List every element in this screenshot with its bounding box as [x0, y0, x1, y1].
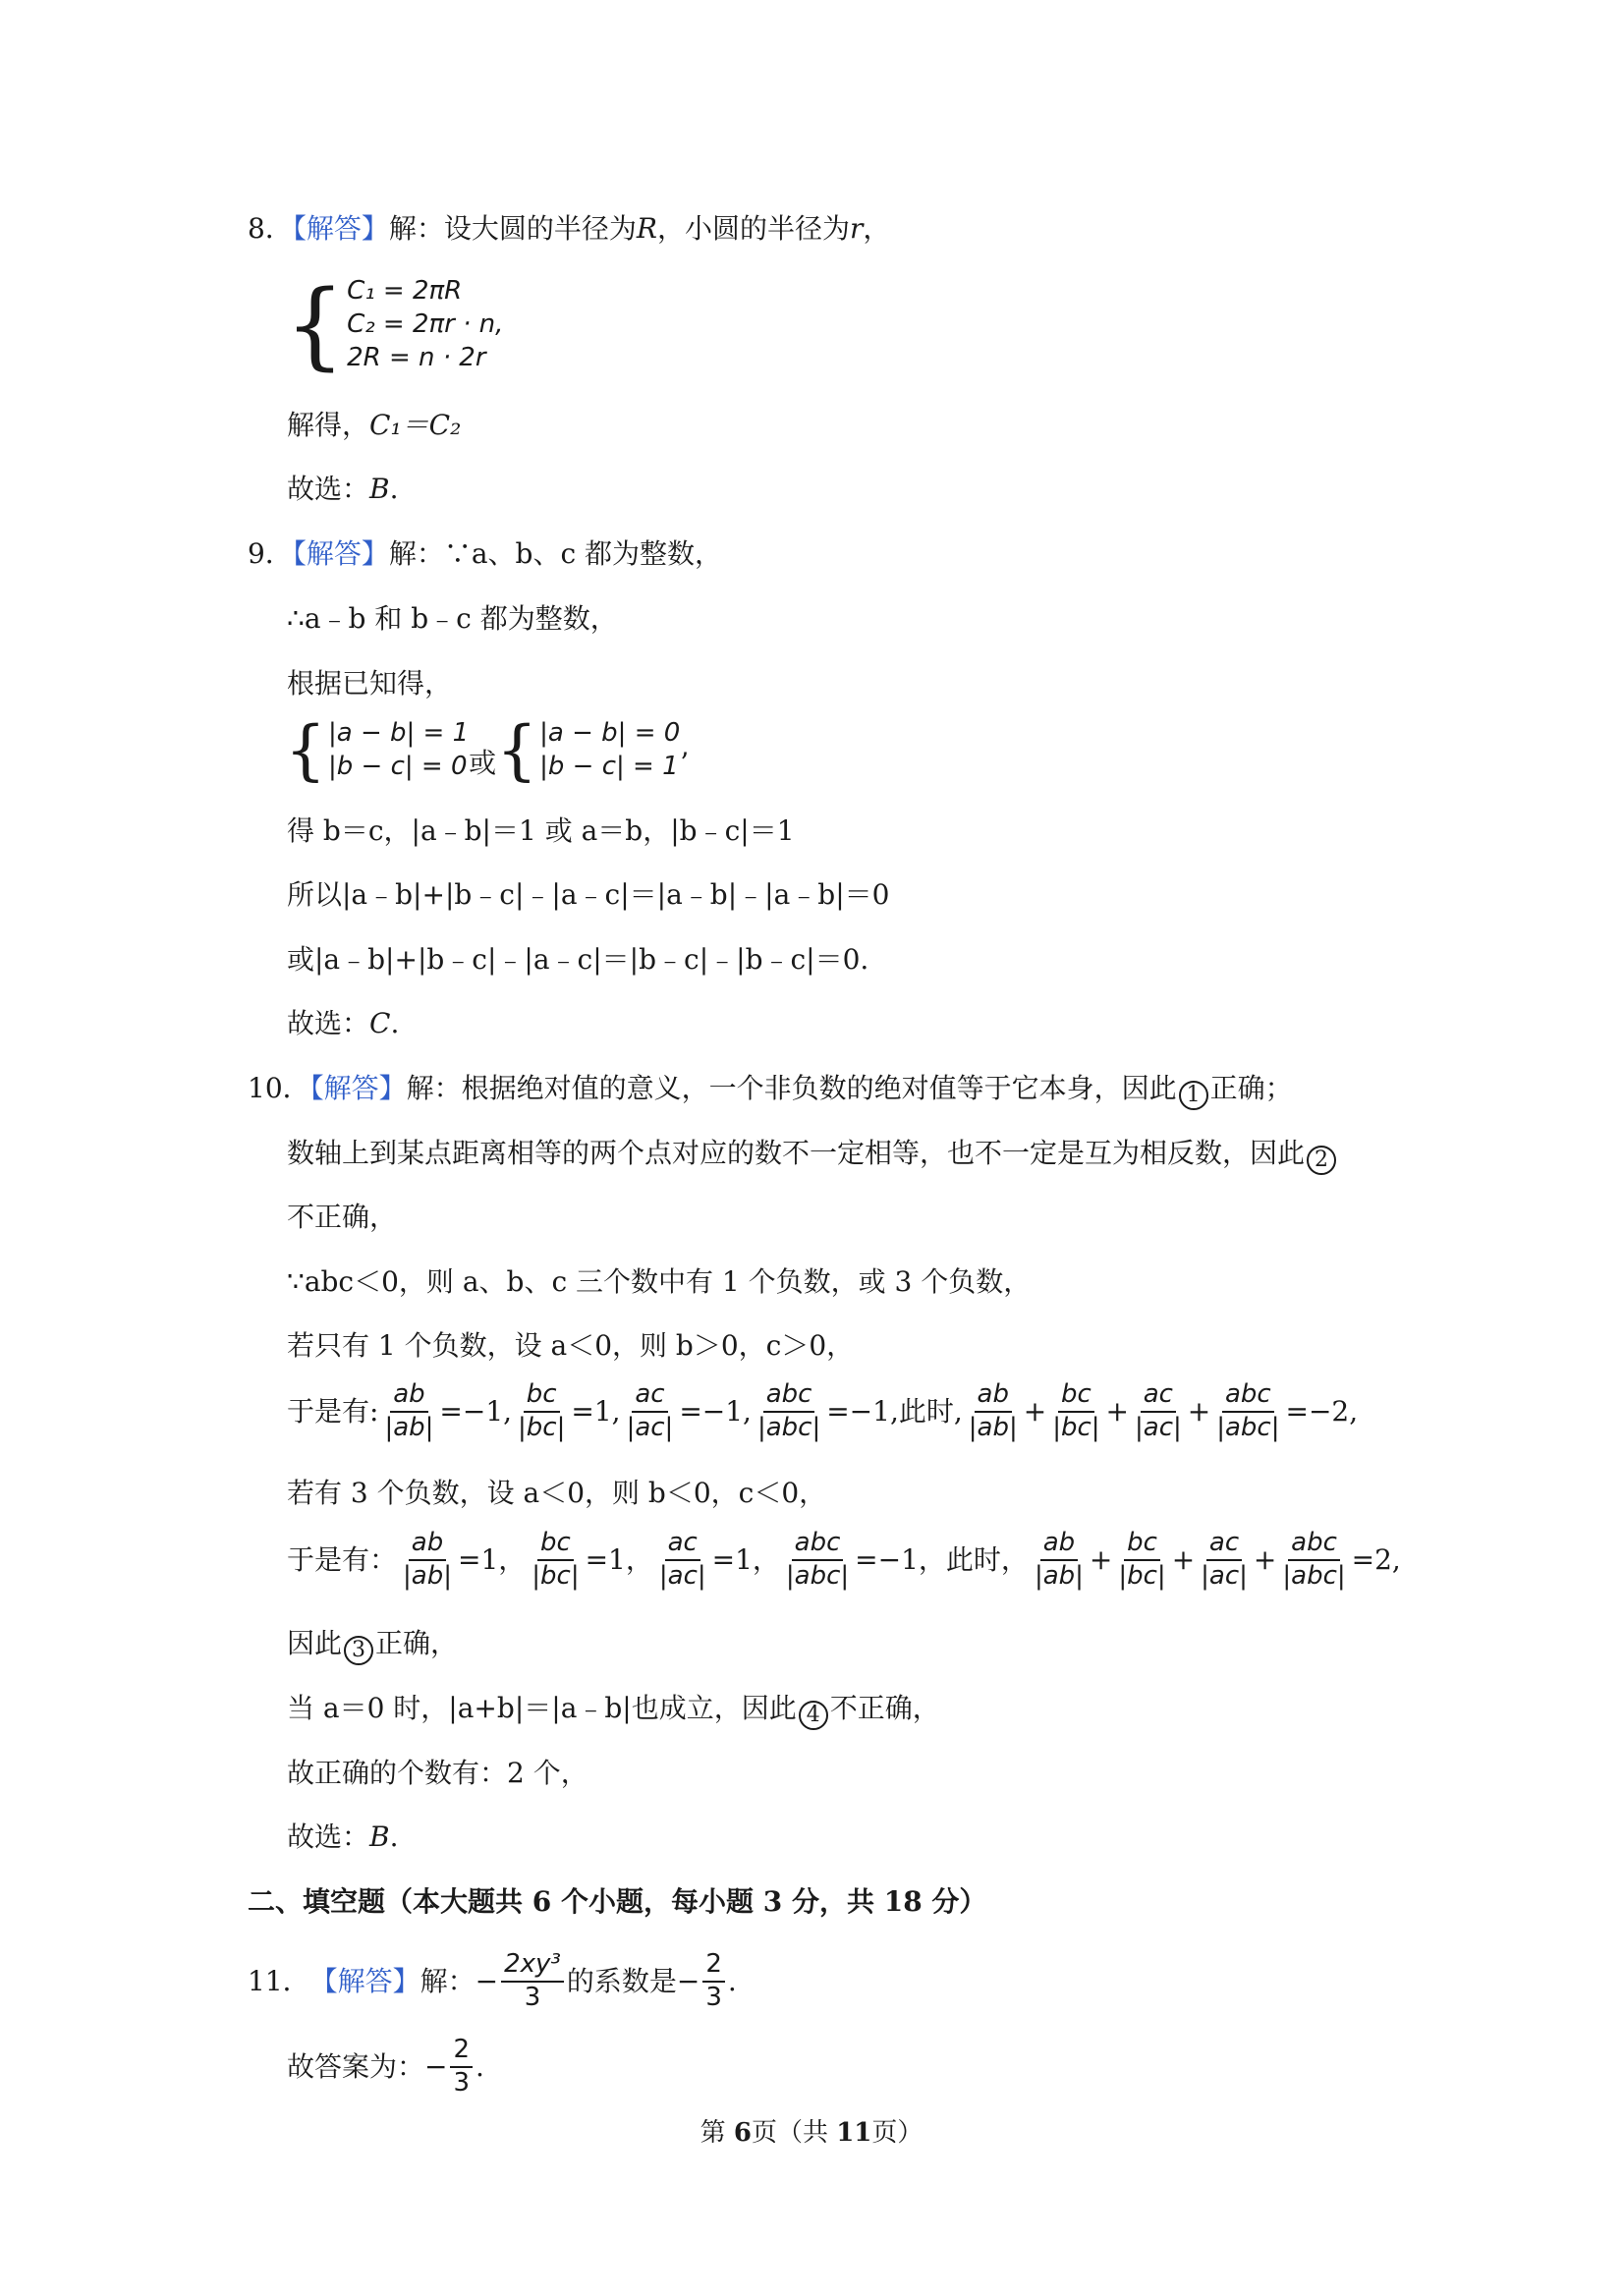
fraction: $\frac{2}{3}$ [450, 2036, 473, 2099]
fraction: $\frac{ac}{|ac|}$ [658, 1528, 706, 1591]
fraction: $\frac{ab}{|ab|}$ [968, 1379, 1018, 1442]
q8-solve-line: 解得，C₁＝C₂ [287, 409, 462, 441]
fraction: $\frac{bc}{|bc|}$ [1052, 1379, 1100, 1442]
fraction: $\frac{\text{2xy³}}{3}$ [501, 1950, 564, 2013]
q10-line: 若有 3 个负数，设 a＜0，则 b＜0，c＜0， [287, 1477, 827, 1509]
q10-fraction-line-1: 于是有: $\frac{ab}{|ab|}$ =−1, $\frac{bc}{|bc|}$ =1, $\frac{ac}{|ac|}$ =−1, $\frac{\text{abc}}{\text{|abc|}}$ =−1, 此时, $\frac{ab}{|ab|}$ + $\frac{bc}{|bc|}$ + $\frac{ac}{|ac|}$ + $\frac{\text{abc}}{\text{|abc|}}$ =−2, [287, 1379, 1359, 1442]
q10-line: 数轴上到某点距离相等的两个点对应的数不一定相等，也不一定是互为相反数，因此 2 [287, 1137, 1338, 1175]
sys-line: C₂ = 2πr · n, [347, 308, 504, 339]
circled-number: 2 [1307, 1146, 1336, 1175]
fraction: $\frac{ac}{|ac|}$ [1201, 1528, 1248, 1591]
q10-line: 不正确， [287, 1201, 398, 1233]
sys-line: 2R = n · 2r [347, 342, 486, 372]
fraction: $\frac{ab}{|ab|}$ [384, 1379, 434, 1442]
fraction: $\frac{ac}{|ac|}$ [1135, 1379, 1182, 1442]
answer-tag: 【解答】 [292, 212, 389, 245]
page-footer: 第 6页（共 11页） [700, 2118, 923, 2148]
section-heading: 二、填空题（本大题共 6 个小题，每小题 3 分，共 18 分） [248, 1885, 987, 1918]
sys-line: |a − b| = 0 [539, 718, 681, 748]
fraction: $\frac{ab}{|ab|}$ [1034, 1528, 1084, 1591]
fraction: $\frac{bc}{|bc|}$ [532, 1528, 580, 1591]
q9-line: 或|a﹣b|+|b﹣c|﹣|a﹣c|＝|b﹣c|﹣|b﹣c|＝0. [287, 943, 869, 976]
q9-line: 所以|a﹣b|+|b﹣c|﹣|a﹣c|＝|a﹣b|﹣|a﹣b|＝0 [287, 878, 890, 911]
fraction: $\frac{\text{abc}}{\text{|abc|}}$ [1282, 1528, 1346, 1591]
q11-answer: 故答案为：− $\frac{2}{3}$ . [287, 2035, 484, 2098]
sys-line: |b − c| = 0 [328, 751, 468, 781]
fraction: $\frac{\text{abc}}{\text{|abc|}}$ [1216, 1379, 1280, 1442]
circled-number: 1 [1179, 1081, 1208, 1110]
q9-choice: 故选：C. [287, 1007, 400, 1039]
q10-line: 当 a＝0 时，|a+b|＝|a﹣b|也成立，因此 4 不正确， [287, 1692, 940, 1730]
answer-tag: 【解答】 [292, 537, 389, 570]
q10-line: 因此 3 正确， [287, 1627, 458, 1665]
sys-line: |b − c| = 1 [539, 751, 679, 781]
q8-equation-system: { C₁ = 2πR C₂ = 2πr · n, 2R = n · 2r [285, 269, 504, 380]
answer-tag: 【解答】 [309, 1072, 407, 1104]
fraction: $\frac{bc}{|bc|}$ [1118, 1528, 1166, 1591]
q10-fraction-line-2: 于是有： $\frac{ab}{|ab|}$ =1， $\frac{bc}{|bc|}$ =1， $\frac{ac}{|ac|}$ =1， $\frac{\text{abc}}{\text{|abc|}}$ =−1， 此时， $\frac{ab}{|ab|}$ + $\frac{bc}{|bc|}$ + $\frac{ac}{|ac|}$ + $\frac{\text{abc}}{\text{|abc|}}$ =2, [287, 1528, 1401, 1591]
q9-line: 根据已知得， [287, 667, 453, 700]
answer-tag: 【解答】 [309, 1965, 420, 1998]
q9-equation-systems: { |a − b| = 1 |b − c| = 0 或 { |a − b| = 0 |b − c| = 1 ’ [285, 711, 690, 788]
q10-header: 10．【解答】解：根据绝对值的意义，一个非负数的绝对值等于它本身，因此 1 正确； [248, 1072, 1293, 1110]
q8-choice: 故选：B. [287, 473, 399, 505]
q9-line: ∴a﹣b 和 b﹣c 都为整数， [287, 602, 618, 635]
fraction: $\frac{2}{3}$ [702, 1950, 725, 2013]
q9-header: 9．【解答】解：∵a、b、c 都为整数， [248, 537, 723, 570]
sys-line: C₁ = 2πR [347, 276, 463, 306]
q10-choice: 故选：B. [287, 1820, 399, 1853]
fraction: $\frac{ab}{|ab|}$ [403, 1528, 452, 1591]
fraction: $\frac{\text{abc}}{\text{|abc|}}$ [785, 1528, 850, 1591]
q10-line: ∵abc＜0，则 a、b、c 三个数中有 1 个负数，或 3 个负数， [287, 1265, 1032, 1298]
fraction: $\frac{\text{abc}}{\text{|abc|}}$ [756, 1379, 821, 1442]
q8-header: 8．【解答】解：设大圆的半径为R，小圆的半径为r， [248, 212, 891, 245]
circled-number: 3 [344, 1636, 373, 1665]
q11-header: 11． 【解答】 解：− $\frac{\text{2xy³}}{3}$ 的系数是− $\frac{2}{3}$ . [248, 1949, 737, 2012]
q10-line: 故正确的个数有：2 个， [287, 1757, 588, 1789]
fraction: $\frac{ac}{|ac|}$ [626, 1379, 674, 1442]
circled-number: 4 [799, 1701, 828, 1730]
fraction: $\frac{bc}{|bc|}$ [518, 1379, 566, 1442]
q9-line: 得 b＝c，|a﹣b|＝1 或 a＝b，|b﹣c|＝1 [287, 814, 795, 847]
q10-line: 若只有 1 个负数，设 a＜0，则 b＞0，c＞0， [287, 1329, 855, 1362]
sys-line: |a − b| = 1 [328, 718, 470, 748]
